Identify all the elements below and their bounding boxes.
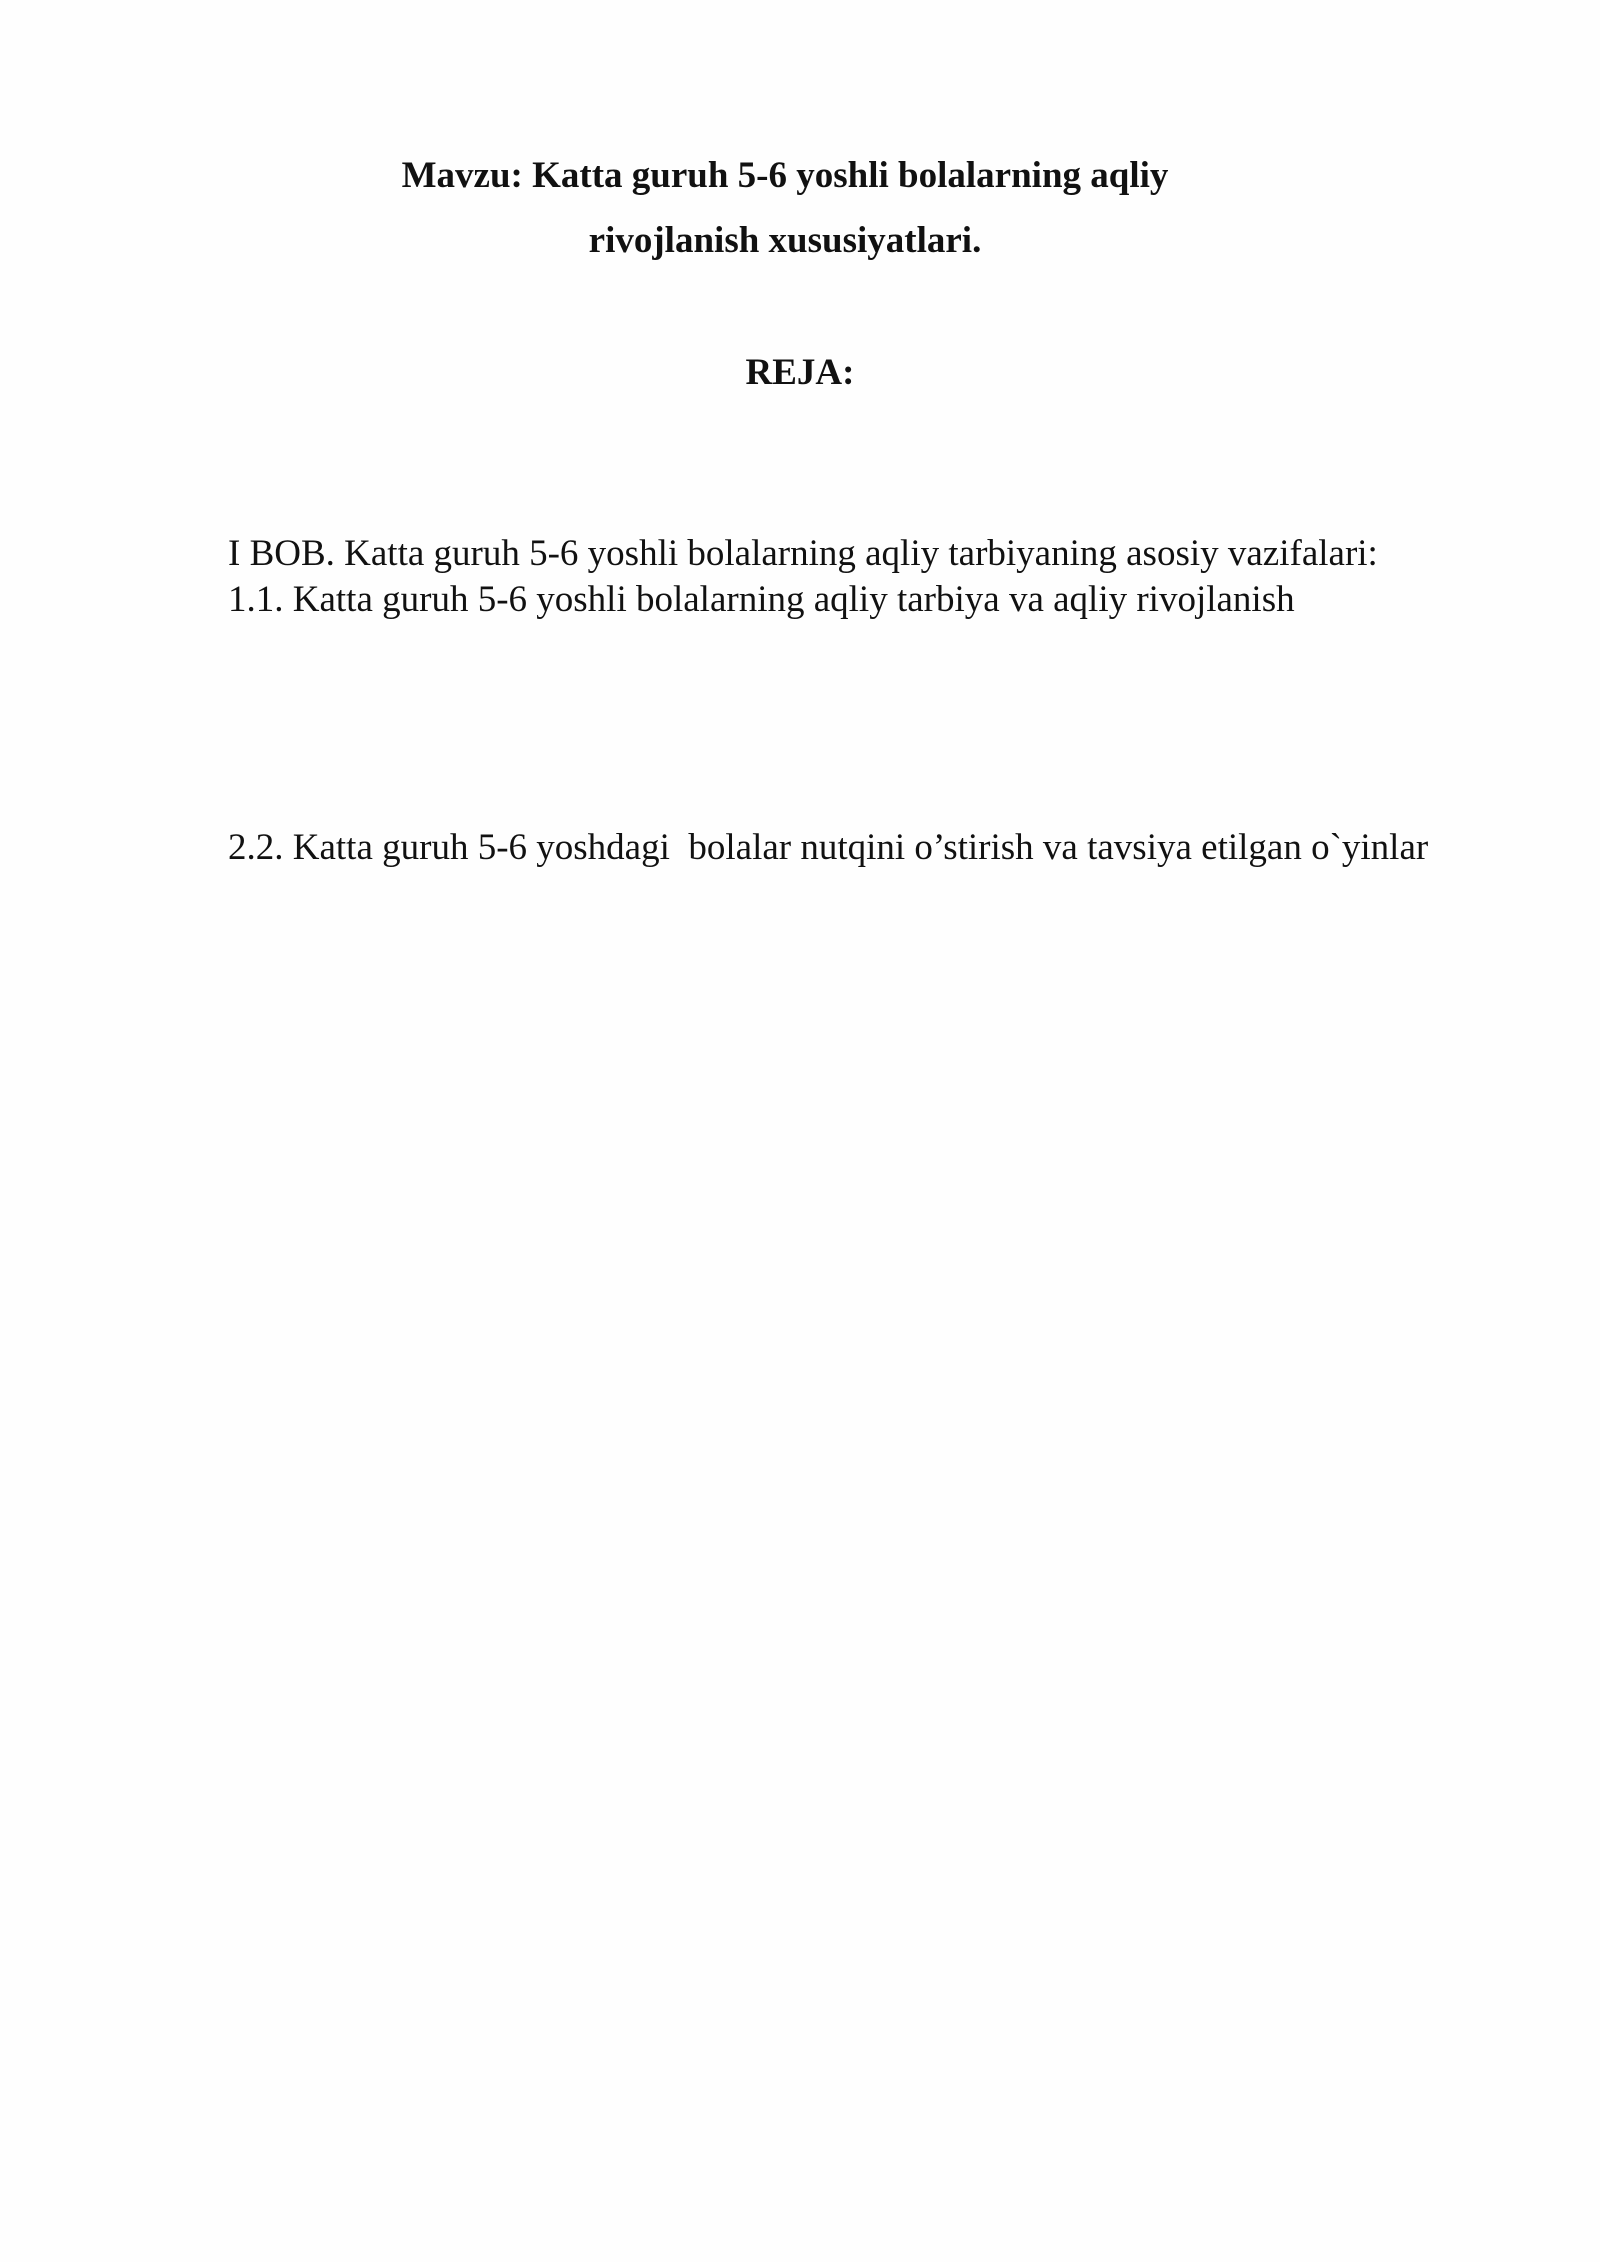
document-title-line-2: rivojlanish xususiyatlari. [588, 220, 982, 261]
plan-item-1-1: 1.1. Katta guruh 5-6 yoshli bolalarning aqliy tarbiya va aqliy rivojlanish [228, 579, 1295, 620]
document-title-line-1: Mavzu: Katta guruh 5-6 yoshli bolalarning aqliy [401, 155, 1169, 196]
plan-item-2-2: 2.2. Katta guruh 5-6 yoshdagi bolalar nutqini o’stirish va tavsiya etilgan o`yinlar [228, 827, 1429, 868]
plan-heading: REJA: [745, 352, 855, 393]
plan-item-chapter-1: I BOB. Katta guruh 5-6 yoshli bolalarning aqliy tarbiyaning asosiy vazifalari: [228, 533, 1378, 574]
